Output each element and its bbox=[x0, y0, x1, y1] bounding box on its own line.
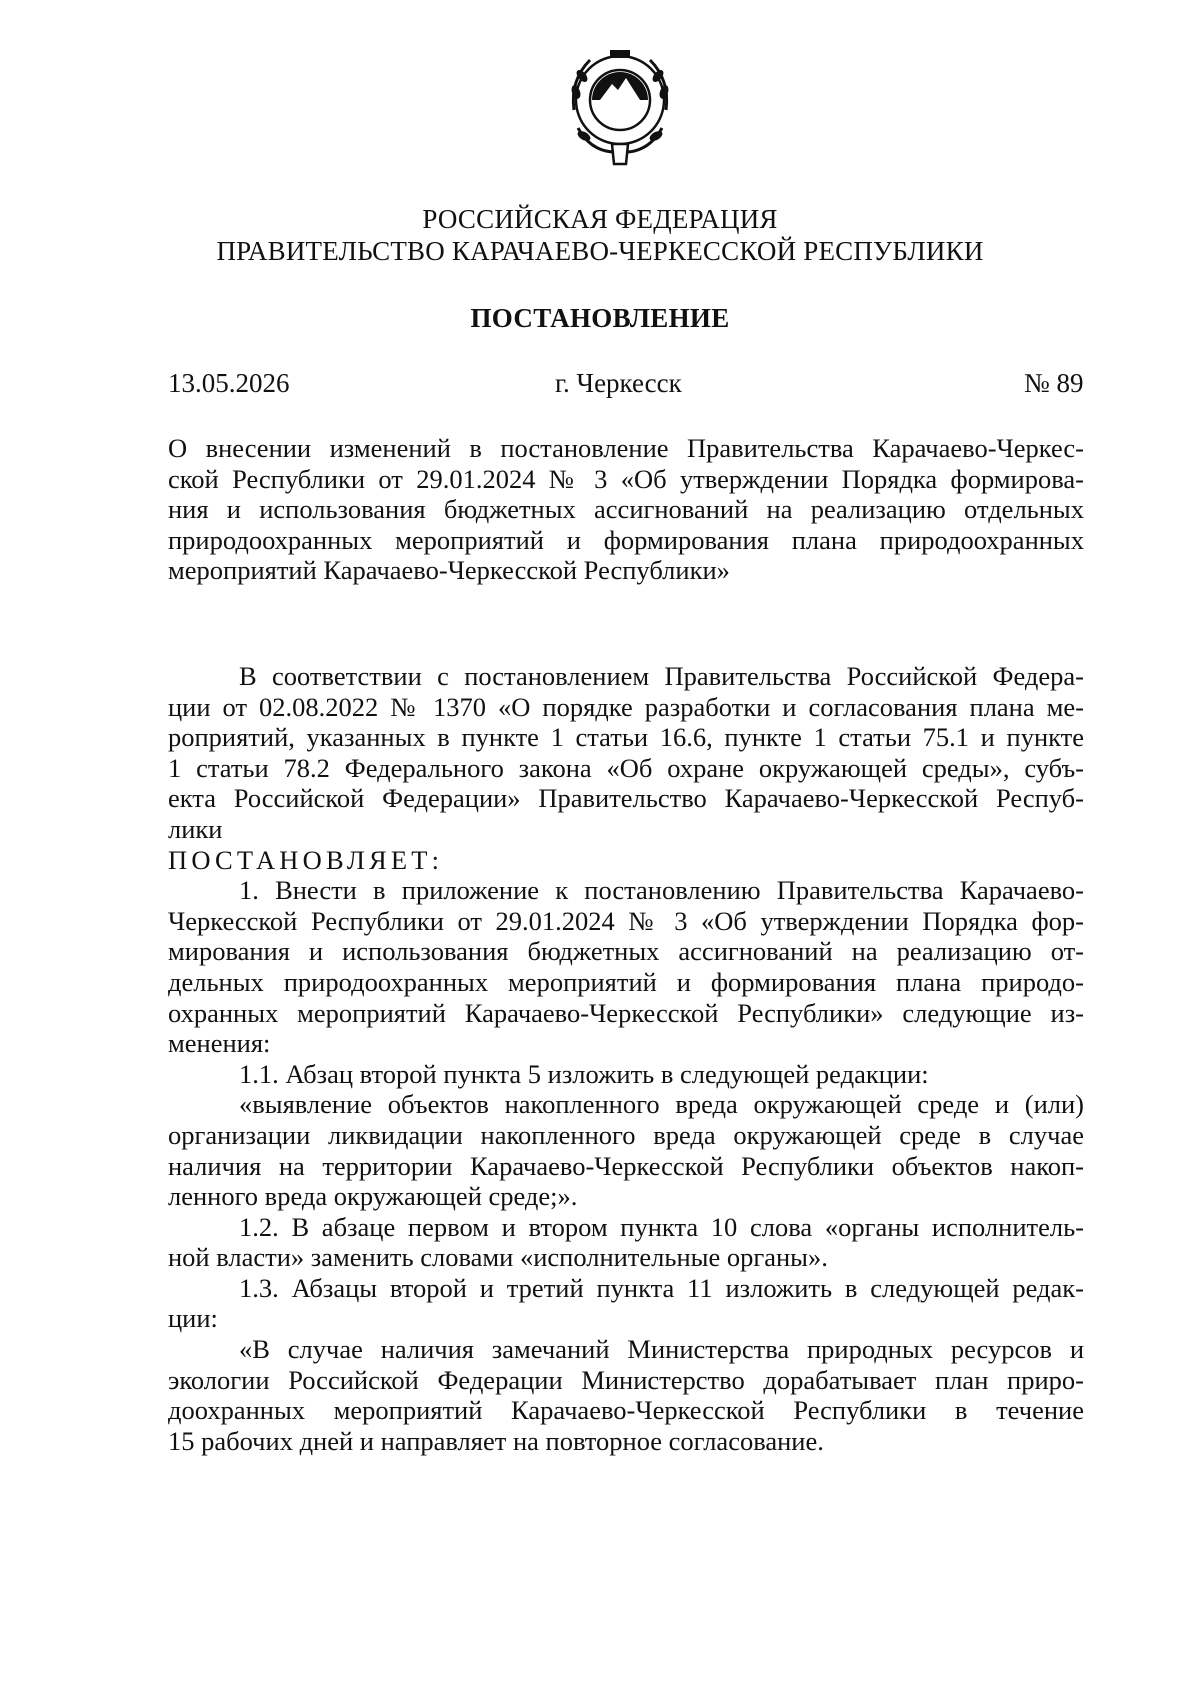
resolves-heading: ПОСТАНОВЛЯЕТ: bbox=[168, 844, 444, 875]
document-city: г. Черкесск bbox=[555, 368, 682, 398]
subject-line: ния и использования бюджетных ассигнований на реализацию отдельных bbox=[168, 494, 1084, 525]
item1-line: охранных мероприятий Карачаево-Черкесской Республики» следующие из- bbox=[168, 997, 1084, 1028]
item1-3-line: ции: bbox=[168, 1303, 218, 1334]
preamble-line: екта Российской Федерации» Правительство Карачаево-Черкесской Респуб- bbox=[168, 783, 1084, 814]
item1-2-line: 1.2. В абзаце первом и втором пункта 10 слова «органы исполнитель- bbox=[239, 1211, 1084, 1242]
quote1-line: организации ликвидации накопленного вреда окружающей среде в случае bbox=[168, 1119, 1084, 1150]
coat-of-arms-emblem bbox=[560, 40, 680, 170]
quote2-line: «В случае наличия замечаний Министерства природных ресурсов и bbox=[239, 1334, 1084, 1365]
document-number: № 89 bbox=[1024, 368, 1084, 398]
item1-2-line: ной власти» заменить словами «исполнительные органы». bbox=[168, 1242, 828, 1273]
subject-line: О внесении изменений в постановление Правительства Карачаево-Черкес- bbox=[168, 433, 1084, 463]
quote2-line: 15 рабочих дней и направляет на повторное согласование. bbox=[168, 1425, 824, 1456]
document-type-title: ПОСТАНОВЛЕНИЕ bbox=[470, 303, 730, 333]
preamble-line: ции от 02.08.2022 № 1370 «О порядке разработки и согласования плана ме- bbox=[168, 691, 1084, 722]
quote1-line: ленного вреда окружающей среде;». bbox=[168, 1181, 578, 1212]
preamble-line: В соответствии с постановлением Правительства Российской Федера- bbox=[239, 661, 1084, 691]
preamble-line: роприятий, указанных в пункте 1 статьи 16.6, пункте 1 статьи 75.1 и пункте bbox=[168, 722, 1084, 753]
preamble-line: лики bbox=[168, 813, 223, 844]
quote1-line: «выявление объектов накопленного вреда окружающей среде и (или) bbox=[239, 1089, 1084, 1120]
item1-line: 1. Внести в приложение к постановлению Правительства Карачаево- bbox=[239, 875, 1084, 906]
item1-1-line: 1.1. Абзац второй пункта 5 изложить в следующей редакции: bbox=[239, 1058, 929, 1089]
document-date: 13.05.2026 bbox=[168, 368, 290, 398]
quote2-line: доохранных мероприятий Карачаево-Черкесской Республики в течение bbox=[168, 1395, 1084, 1426]
item1-3-line: 1.3. Абзацы второй и третий пункта 11 изложить в следующей редак- bbox=[239, 1272, 1084, 1303]
header-country: РОССИЙСКАЯ ФЕДЕРАЦИЯ bbox=[422, 204, 778, 234]
header-government: ПРАВИТЕЛЬСТВО КАРАЧАЕВО-ЧЕРКЕССКОЙ РЕСПУБЛИКИ bbox=[216, 236, 984, 266]
item1-line: дельных природоохранных мероприятий и формирования плана природо- bbox=[168, 966, 1084, 997]
item1-line: Черкесской Республики от 29.01.2024 № 3 «Об утверждении Порядка фор- bbox=[168, 905, 1084, 936]
quote1-line: наличия на территории Карачаево-Черкесской Республики объектов накоп- bbox=[168, 1150, 1084, 1181]
item1-line: менения: bbox=[168, 1028, 271, 1059]
preamble-line: 1 статьи 78.2 Федерального закона «Об охране окружающей среды», субъ- bbox=[168, 752, 1084, 783]
preamble-paragraph bbox=[168, 661, 1084, 1456]
subject-line: ской Республики от 29.01.2024 № 3 «Об утверждении Порядка формирова- bbox=[168, 463, 1084, 494]
quote2-line: экологии Российской Федерации Министерство дорабатывает план приро- bbox=[168, 1364, 1084, 1395]
document-subject bbox=[168, 433, 1084, 586]
item1-line: мирования и использования бюджетных ассигнований на реализацию от- bbox=[168, 936, 1084, 967]
subject-line: природоохранных мероприятий и формирования плана природоохранных bbox=[168, 524, 1084, 555]
subject-line: мероприятий Карачаево-Черкесской Республики» bbox=[168, 555, 730, 586]
